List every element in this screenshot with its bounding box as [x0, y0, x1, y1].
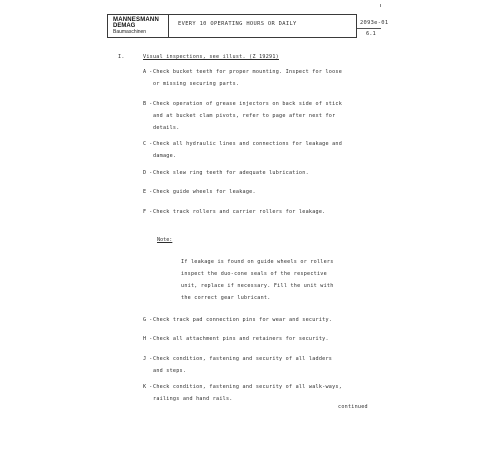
item-d-letter: D -	[143, 170, 153, 176]
item-k-letter: K -	[143, 384, 153, 390]
item-b-line-2: and at bucket clam pivots, refer to page after next for	[153, 113, 336, 119]
doc-number: 2093e-01	[360, 20, 389, 26]
item-j-line-1: Check condition, fastening and security of all ladders	[153, 356, 333, 362]
brand-line3: Baumaschinen	[113, 29, 147, 35]
item-b-line-1: Check operation of grease injectors on back side of stick	[153, 101, 343, 107]
item-h-letter: H -	[143, 336, 153, 342]
item-k-line-1: Check condition, fastening and security of all walk-ways,	[153, 384, 343, 390]
item-d-text	[153, 167, 363, 179]
item-a-letter: A -	[143, 69, 153, 75]
item-f-text	[153, 206, 363, 218]
item-g-line-1: Check track pad connection pins for wear and security.	[153, 317, 333, 323]
item-g-letter: G -	[143, 317, 153, 323]
item-h-text	[153, 333, 363, 345]
item-f-line-1: Check track rollers and carrier rollers for leakage.	[153, 209, 326, 215]
item-k-line-2: railings and hand rails.	[153, 396, 233, 402]
item-j-line-2: and steps.	[153, 368, 187, 374]
section-number: I.	[118, 54, 125, 60]
item-c-line-1: Check all hydraulic lines and connections for leakage and	[153, 141, 343, 147]
item-d-line-1: Check slew ring teeth for adequate lubrication.	[153, 170, 309, 176]
note-text	[181, 256, 366, 304]
item-b-text	[153, 98, 363, 134]
item-c-line-2: damage.	[153, 153, 177, 159]
note-line-2: inspect the duo-cone seals of the respective	[181, 271, 327, 277]
note-line-4: the correct gear lubricant.	[181, 295, 271, 301]
item-c-text	[153, 138, 363, 162]
note-label: Note:	[157, 237, 173, 243]
brand-line2: DEMAG	[113, 23, 136, 29]
section-title: Visual inspections, see illust. (Z 19291)	[143, 54, 279, 60]
item-e-line-1: Check guide wheels for leakage.	[153, 189, 256, 195]
item-e-letter: E -	[143, 189, 153, 195]
item-f-letter: F -	[143, 209, 153, 215]
scan-mark	[380, 4, 381, 7]
item-a-line-2: or missing securing parts.	[153, 81, 240, 87]
header-box	[107, 14, 357, 38]
note-line-1: If leakage is found on guide wheels or rollers	[181, 259, 334, 265]
note-line-3: unit, replace if necessary. Fill the unit with	[181, 283, 334, 289]
item-k-text	[153, 381, 363, 405]
item-a-text	[153, 66, 363, 90]
item-b-letter: B -	[143, 101, 153, 107]
item-j-text	[153, 353, 363, 377]
item-j-letter: J -	[143, 356, 153, 362]
header-divider	[168, 15, 169, 37]
item-h-line-1: Check all attachment pins and retainers for security.	[153, 336, 329, 342]
continued-label: continued	[338, 404, 368, 410]
doc-number-rule	[357, 28, 381, 29]
page-number: 6.1	[366, 31, 376, 37]
item-b-line-3: details.	[153, 125, 180, 131]
item-c-letter: C -	[143, 141, 153, 147]
header-title: EVERY 10 OPERATING HOURS OR DAILY	[178, 21, 297, 27]
item-g-text	[153, 314, 363, 326]
item-a-line-1: Check bucket teeth for proper mounting. Inspect for loose	[153, 69, 343, 75]
brand-line1: MANNESMANN	[113, 17, 159, 23]
item-e-text	[153, 186, 363, 198]
